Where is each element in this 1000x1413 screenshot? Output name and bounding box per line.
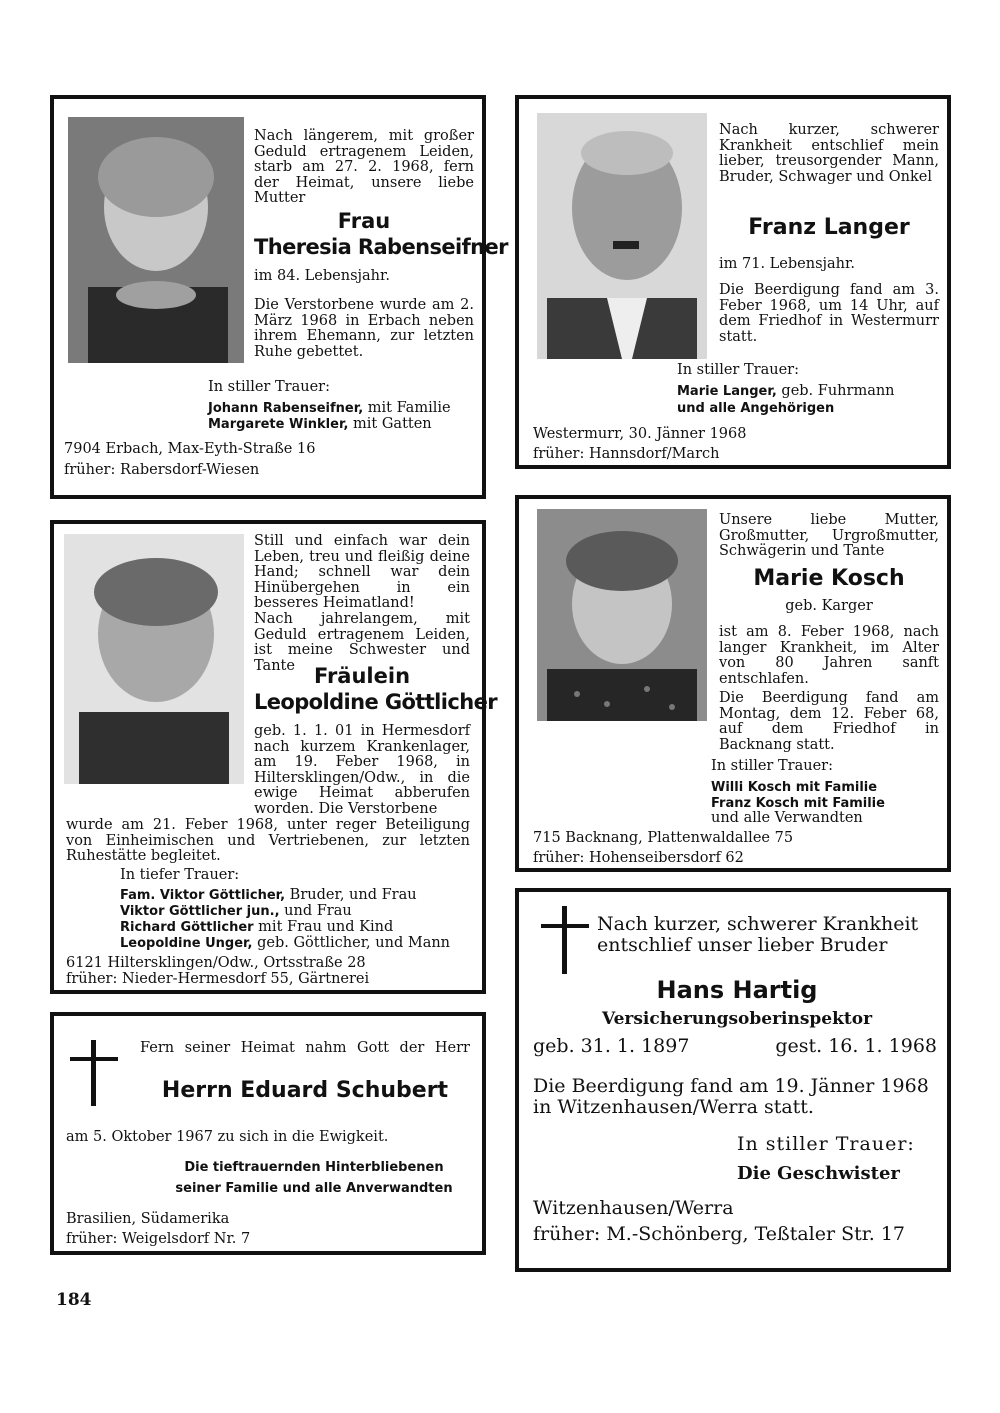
portrait-photo: [537, 509, 707, 721]
cross-icon: [541, 906, 591, 978]
mourner-name: Marie Langer,: [677, 384, 777, 399]
obituary-langer: [515, 95, 951, 469]
mourner-relation: mit Frau und Kind: [253, 919, 394, 935]
details-text: ist am 8. Feber 1968, nach langer Krankheit, im Alter von 80 Jahren sanft entschlafen.: [719, 624, 939, 687]
mourner-line-1: Die tieftrauernden Hinterbliebenen: [184, 1160, 444, 1175]
burial-text: Die Beerdigung fand am Montag, dem 12. Feber 68, auf dem Friedhof in Backnang statt.: [719, 690, 939, 753]
mourner-name: Johann Rabenseifner,: [208, 401, 364, 416]
deceased-name: Herrn Eduard Schubert: [161, 1078, 449, 1103]
obituary-kosch: [515, 495, 951, 872]
address-text: 7904 Erbach, Max-Eyth-Straße 16: [64, 441, 316, 457]
mourner-line-2: und alle Angehörigen: [677, 401, 835, 416]
burial-text: Die Beerdigung fand am 3. Feber 1968, um 14 Uhr, auf dem Friedhof in Westermurr statt.: [719, 282, 939, 345]
intro-text: Nach kurzer, schwerer Krankheit entschlief mein lieber, treusorgender Mann, Bruder, Schwager und Onkel: [719, 122, 939, 185]
mourning-heading: In stiller Trauer:: [737, 1133, 915, 1155]
mourner-relation: geb. Göttlicher, und Mann: [252, 935, 451, 951]
portrait-photo: [68, 117, 244, 363]
verse-text: Still und einfach war dein Leben, treu und fleißig deine Hand; schnell war dein Hinübergehen in ein besseres Heimatland!: [254, 533, 470, 611]
mourner-name: Fam. Viktor Göttlicher,: [120, 888, 286, 903]
burial-text: Die Verstorbene wurde am 2. März 1968 in Erbach neben ihrem Ehemann, zur letzten Ruhe gebettet.: [254, 297, 474, 360]
intro-text: Nach längerem, mit großer Geduld ertragenem Leiden, starb am 27. 2. 1968, fern der Heimat, unsere liebe Mutter: [254, 128, 474, 206]
burial-text: Die Beerdigung fand am 19. Jänner 1968 in Witzenhausen/Werra statt.: [533, 1075, 929, 1118]
occupation-text: Versicherungsoberinspektor: [601, 1009, 873, 1029]
intro-text: Unsere liebe Mutter, Großmutter, Urgroßmutter, Schwägerin und Tante: [719, 512, 939, 559]
obituary-schubert: [50, 1012, 486, 1255]
intro-text: Nach jahrelangem, mit Geduld ertragenem Leiden, ist meine Schwester und Tante: [254, 611, 470, 674]
deceased-title: Fräulein: [313, 664, 411, 688]
mourner-relation: mit Gatten: [348, 416, 432, 432]
details-text: geb. 1. 1. 01 in Hermesdorf nach kurzem Krankenlager, am 19. Feber 1968, in Hiltersklingen/Odw., in die ewige Heimat abberufen worden. Die Verstorbene: [254, 723, 470, 817]
deceased-name: Franz Langer: [748, 215, 910, 240]
mourner-line-2: [120, 904, 352, 920]
deceased-name: Theresia Rabenseifner: [254, 235, 508, 259]
date-text: am 5. Oktober 1967 zu sich in die Ewigkeit.: [66, 1129, 389, 1145]
portrait-image: [537, 113, 707, 359]
mourner-line-1: [208, 401, 451, 417]
mourner-relation: mit Familie: [363, 400, 451, 416]
age-text: im 84. Lebensjahr.: [254, 268, 390, 284]
address-text: Westermurr, 30. Jänner 1968: [533, 426, 747, 442]
mourner-relation: geb. Fuhrmann: [776, 383, 895, 399]
mourner-name: Richard Göttlicher: [120, 920, 254, 935]
mourner-line-4: [120, 936, 450, 952]
mourning-heading: In tiefer Trauer:: [120, 867, 240, 883]
obituary-hartig: [515, 888, 951, 1272]
mourner-name: Viktor Göttlicher jun.,: [120, 904, 280, 919]
deceased-name: Hans Hartig: [656, 976, 818, 1004]
obituary-goettlicher: [50, 520, 497, 994]
mourner-line-3: [120, 920, 393, 936]
mourner-line-2: [208, 417, 432, 433]
address-text: Brasilien, Südamerika: [66, 1211, 230, 1227]
cross-icon: [70, 1040, 120, 1110]
address-text: 715 Backnang, Plattenwaldallee 75: [533, 830, 794, 846]
mourner-name: Margarete Winkler,: [208, 417, 349, 432]
mourner-line-1: [677, 384, 895, 400]
intro-text: Nach kurzer, schwerer Krankheit entschlief unser lieber Bruder: [597, 913, 919, 956]
mourner-name: Leopoldine Unger,: [120, 936, 253, 951]
mourning-heading: In stiller Trauer:: [208, 379, 330, 395]
portrait-image: [537, 509, 707, 721]
intro-text: Fern seiner Heimat nahm Gott der Herr: [140, 1040, 470, 1056]
born-date: geb. 31. 1. 1897: [533, 1035, 690, 1057]
portrait-photo: [64, 534, 244, 784]
mourner-line-1: Die Geschwister: [737, 1163, 900, 1184]
mourner-line-3: und alle Verwandten: [711, 810, 863, 826]
mourner-relation: Bruder, und Frau: [285, 887, 417, 903]
age-text: im 71. Lebensjahr.: [719, 256, 855, 272]
page-number: 184: [56, 1290, 92, 1310]
mourner-line-1: Willi Kosch mit Familie: [711, 780, 878, 795]
portrait-image: [64, 534, 244, 784]
former-address-text: früher: Rabersdorf-Wiesen: [64, 462, 260, 478]
former-address-text: früher: Hannsdorf/March: [533, 446, 720, 462]
born-name-text: geb. Karger: [785, 598, 873, 614]
address-text: 6121 Hiltersklingen/Odw., Ortsstraße 28: [66, 955, 366, 971]
deceased-name: Marie Kosch: [753, 566, 905, 591]
portrait-image: [68, 117, 244, 363]
deceased-name: Leopoldine Göttlicher: [254, 690, 497, 714]
former-address-text: früher: M.-Schönberg, Teßtaler Str. 17: [533, 1223, 906, 1245]
mourner-line-1: [120, 888, 417, 904]
details-text-wide: wurde am 21. Feber 1968, unter reger Beteiligung von Einheimischen und Vertriebenen, zur letzten Ruhestätte begleitet.: [66, 817, 470, 864]
portrait-photo: [537, 113, 707, 359]
former-address-text: früher: Hohenseibersdorf 62: [533, 850, 744, 866]
death-date: gest. 16. 1. 1968: [775, 1035, 937, 1057]
address-text: Witzenhausen/Werra: [533, 1197, 734, 1219]
mourner-relation: und Frau: [279, 903, 352, 919]
obituary-rabenseifner: [50, 95, 508, 499]
former-address-text: früher: Weigelsdorf Nr. 7: [66, 1231, 251, 1247]
mourner-line-2: seiner Familie und alle Anverwandten: [175, 1181, 453, 1196]
mourning-heading: In stiller Trauer:: [677, 362, 799, 378]
former-address-text: früher: Nieder-Hermesdorf 55, Gärtnerei: [66, 971, 370, 987]
mourner-line-2: Franz Kosch mit Familie: [711, 796, 885, 811]
mourning-heading: In stiller Trauer:: [711, 758, 833, 774]
deceased-title: Frau: [337, 209, 391, 233]
